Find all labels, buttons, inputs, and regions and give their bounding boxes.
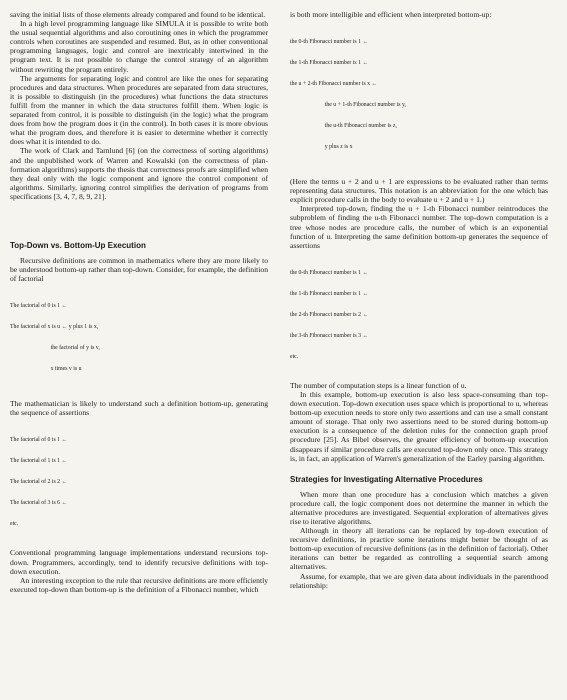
paragraph: The number of computation steps is a linear function of u. xyxy=(290,380,467,390)
factorial-assertions xyxy=(10,423,268,542)
code-line: The factorial of 0 is 1 ← xyxy=(10,437,68,444)
paragraph: is both more intelligible and efficient when interpreted bottom-up: xyxy=(290,10,492,19)
code-line: The factorial of x is u ← y plus 1 is x, xyxy=(10,324,99,331)
code-line: etc. xyxy=(10,521,19,528)
factorial-definition xyxy=(10,289,268,387)
code-line: the u-th Fibonacci number is z, xyxy=(290,123,397,130)
paragraph: Interpreted top-down, finding the u + 1-th Fibonacci number reintroduces the subproblem of finding the u-th Fibonacci number. The top-down computation is a tree whose nodes are procedure calls, the number of which is an exponential function of u. Interpreting the same definition bottom-up generates the sequence of assertions xyxy=(290,204,548,250)
section-heading: Strategies for Investigating Alternative Procedures xyxy=(290,474,483,484)
code-line: the 1-th Fibonacci number is 1 ← xyxy=(290,290,369,297)
code-line: The factorial of 3 is 6 ← xyxy=(10,500,68,507)
code-line: the 0-th Fibonacci number is 1 ← xyxy=(290,39,369,46)
code-line: the 2-th Fibonacci number is 2 ← xyxy=(290,311,369,318)
fibonacci-definition xyxy=(290,25,548,165)
paragraph: In a high level programming language like SIMULA it is possible to write both the usual sequential algorithms and also coroutining ones in which the programmer controls when coroutines are suspended and resumed. But, as in other conventional programming languages, logic and control are inextricably intertwined in the program text. It is not possible to change the control strategy of an algorithm without rewriting the program entirely. xyxy=(10,19,268,74)
code-line: etc. xyxy=(290,353,299,360)
paragraph: When more than one procedure has a conclusion which matches a given procedure call, the logic component does not determine the manner in which the alternative procedures are investigated. Sequential exploration of alternatives gives rise to iterative algorithms. xyxy=(290,489,548,526)
paragraph: saving the initial lists of those elements already compared and found to be identical. xyxy=(10,10,266,19)
code-line: the u + 1-th Fibonacci number is y, xyxy=(290,102,406,109)
code-line: The factorial of 0 is 1 ← xyxy=(10,303,68,310)
fibonacci-assertions xyxy=(290,256,548,375)
paragraph: Recursive definitions are common in mathematics where they are more likely to be understood bottom-up rather than top-down. Consider, for example, the definition of factorial xyxy=(10,255,268,284)
code-line: The factorial of 1 is 1 ← xyxy=(10,458,68,465)
paragraph: Assume, for example, that we are given data about individuals in the parenthood relationship: xyxy=(290,571,548,590)
code-line: The factorial of 2 is 2 ← xyxy=(10,479,68,486)
code-line: the factorial of y is v, xyxy=(10,345,100,352)
paragraph: (Here the terms u + 2 and u + 1 are expressions to be evaluated rather than terms representing data structures. This notation is an abbreviation for the one which has explicit procedure calls in the body to evaluate u + 2 and u + 1.) xyxy=(290,177,548,205)
paragraph: The work of Clark and Tarnlund [6] (on the correctness of sorting algorithms) and the unpublished work of Warren and Kowalski (on the correctness of plan-formation algorithms) supports the thesis that correctness proofs are simplified when they deal only with the logic component and ignore the control component of algorithms. Similarly, ignoring control simplifies the derivation of programs from specifications [3, 4, 7, 8, 9, 21]. xyxy=(10,146,268,201)
paragraph: Although in theory all iterations can be replaced by top-down execution of recursive definitions, in practice some iterations might better be thought of as bottom-up execution of recursive definitions (as in the definition of factorial). Other iterations can better be regarded as controlling a sequential search among alternatives. xyxy=(290,526,548,572)
code-line: the 0-th Fibonacci number is 1 ← xyxy=(290,269,369,276)
code-line: the 1-th Fibonacci number is 1 ← xyxy=(290,60,369,67)
paragraph: In this example, bottom-up execution is also less space-consuming than top-down execution. Top-down execution uses space which is proportional to u, whereas bottom-up execution needs to store only two assertions and can use a small constant amount of storage. That only two assertions need to be stored during bottom-up execution is a consequence of the deletion rules for the connection graph proof procedure [25]. As Bibel observes, the greater efficiency of bottom-up execution disappears if similar procedure calls are executed top-down only once. This strategy is, in fact, an application of Warren's generalization of the Earley parsing algorithm. xyxy=(290,389,548,463)
right-column xyxy=(290,10,548,590)
section-heading: Top-Down vs. Bottom-Up Execution xyxy=(10,240,146,250)
paragraph: Conventional programming language implementations understand recursions top-down. Programmers, accordingly, tend to identify recursive definitions with top-down execution. xyxy=(10,548,268,576)
paragraph: The mathematician is likely to understand such a definition bottom-up, generating the sequence of assertions xyxy=(10,399,268,418)
left-column xyxy=(10,10,268,594)
code-line: x times v is u xyxy=(10,366,82,373)
code-line: the u + 2-th Fibonacci number is x ← xyxy=(290,81,378,88)
paragraph: The arguments for separating logic and control are like the ones for separating procedures and data structures. When procedures are separated from data structures, it is possible to distinguish (in the procedures) what functions the data structures fulfill from the manner in which the data structures fulfill them. When logic is separated from control, it is possible to distinguish (in the logic) what the program does from how the program does it (in the control). In both cases it is more obvious what the program does, and therefore it is easier to determine whether it correctly does what it is intended to do. xyxy=(10,73,268,147)
code-line: the 3-th Fibonacci number is 3 ← xyxy=(290,332,369,339)
code-line: y plus z is x xyxy=(290,144,353,151)
paragraph: An interesting exception to the rule that recursive definitions are more efficiently executed top-down than bottom-up is the definition of a Fibonacci number, which xyxy=(10,575,268,594)
